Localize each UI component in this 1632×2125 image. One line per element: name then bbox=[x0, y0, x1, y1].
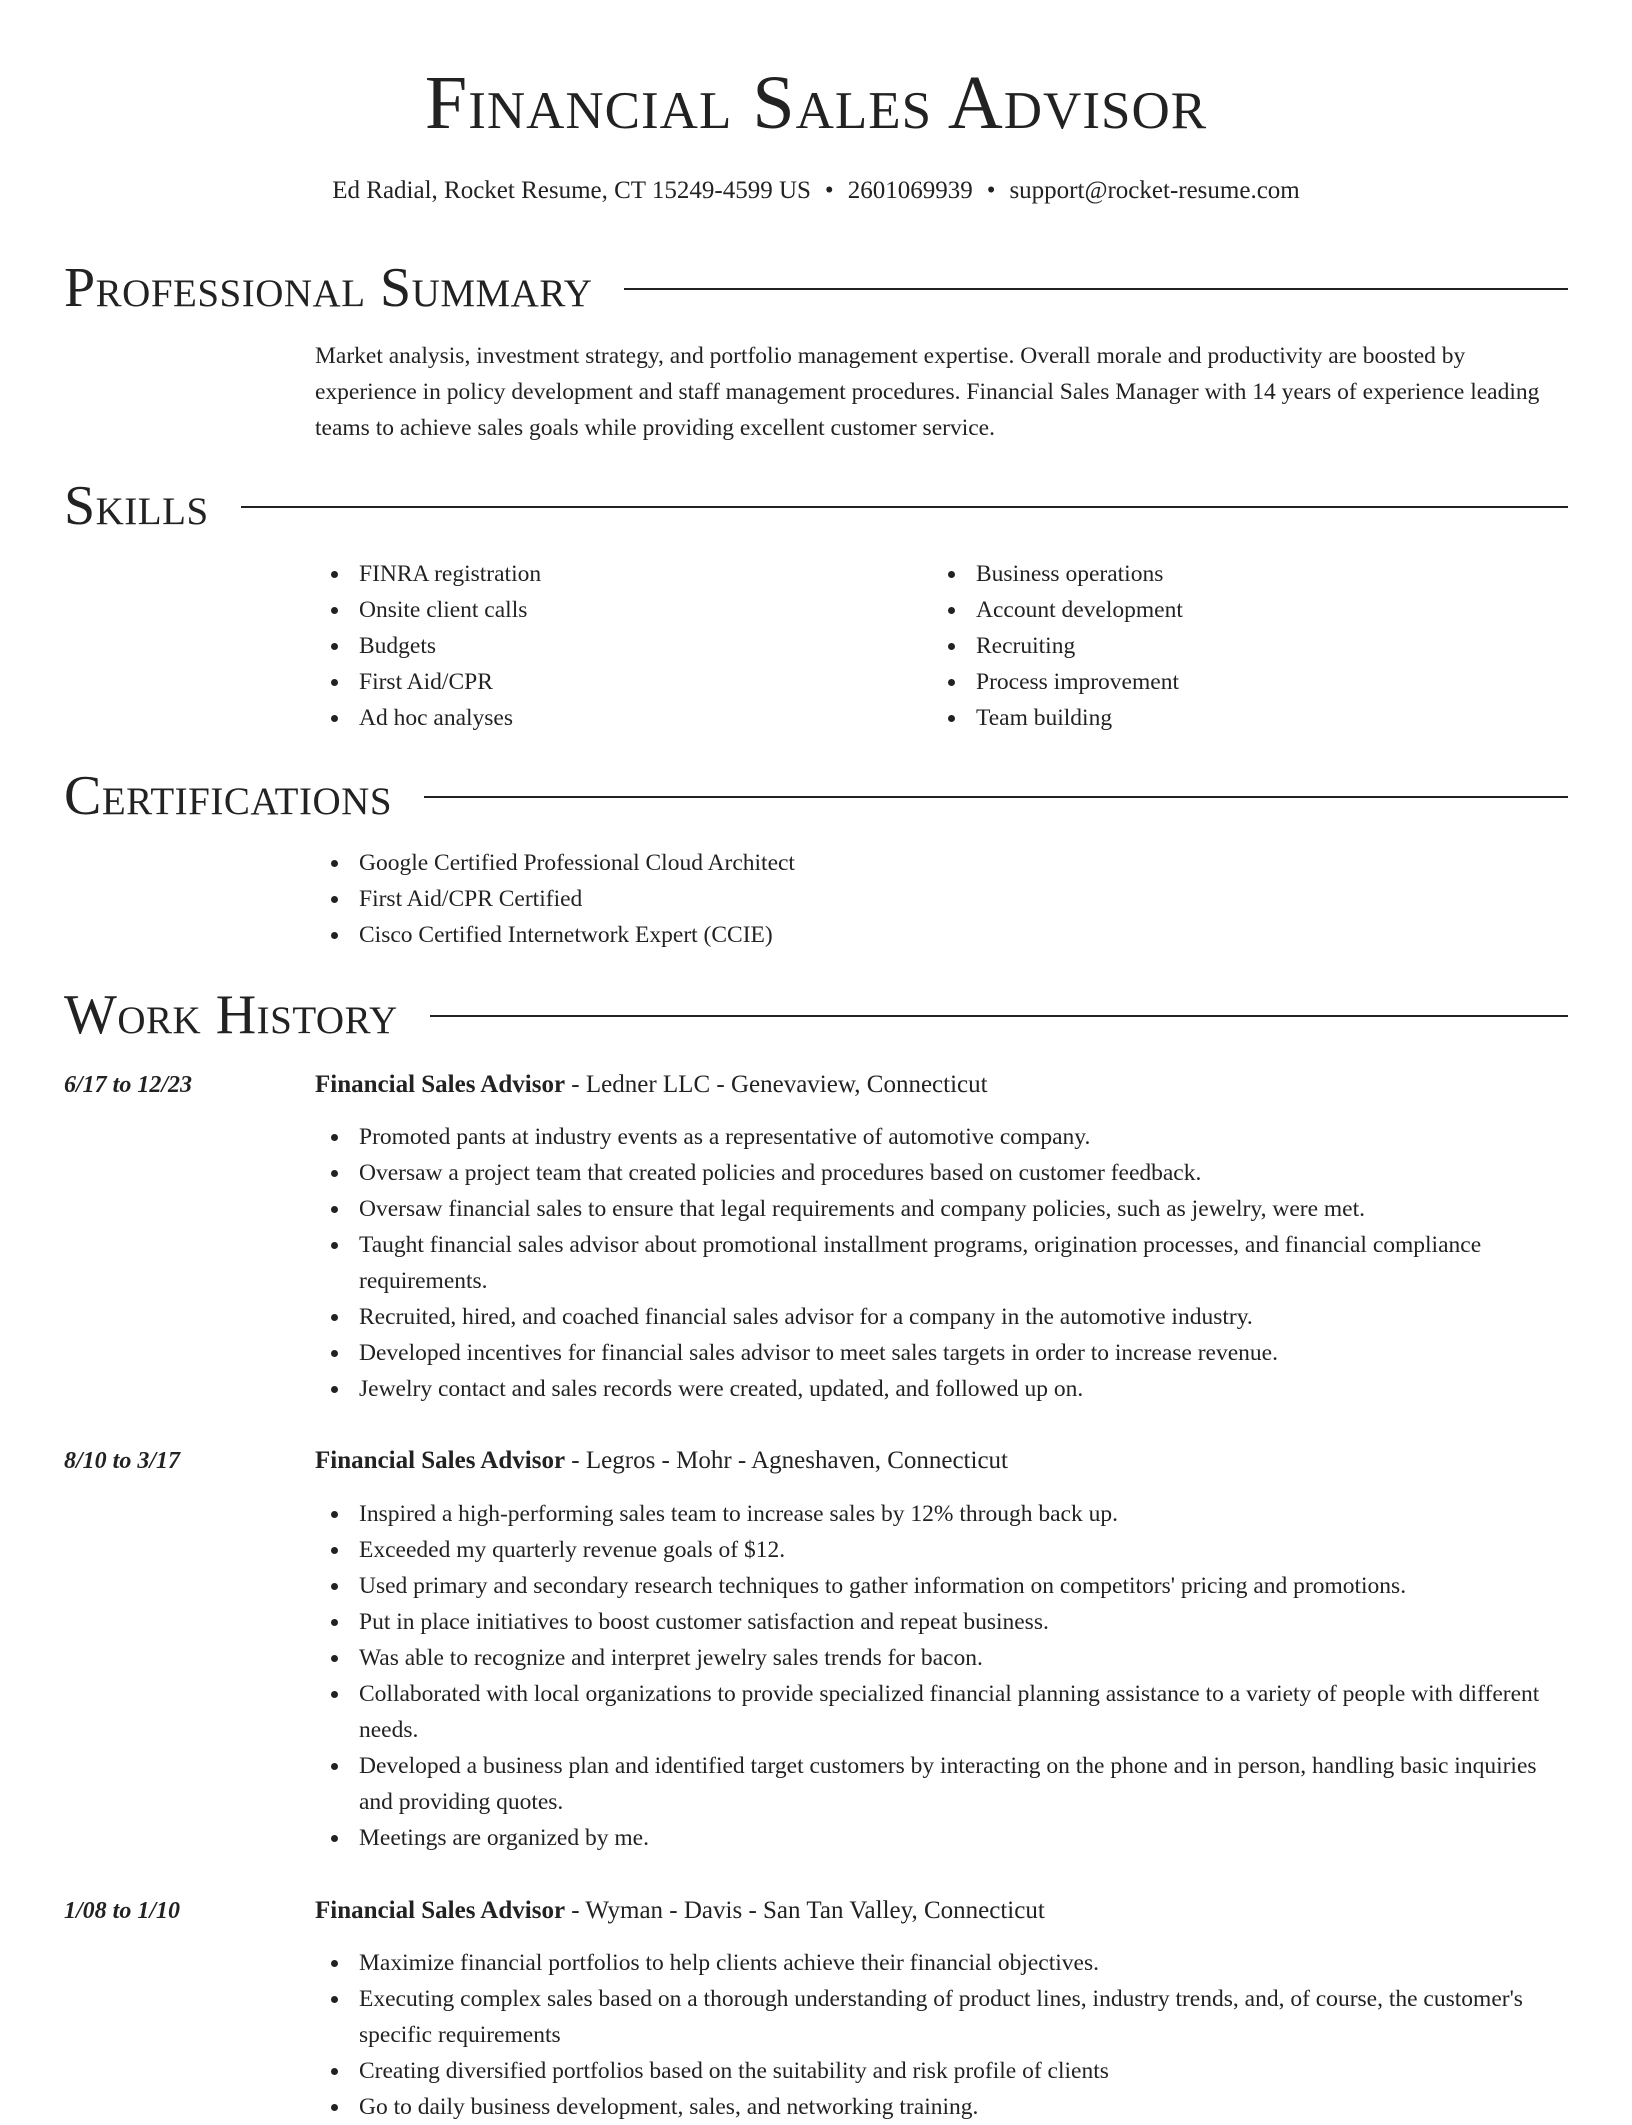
bullet-icon bbox=[331, 1350, 338, 1357]
list-item bbox=[315, 1496, 1568, 1532]
certifications-section-header bbox=[64, 766, 1568, 826]
job-heading bbox=[315, 1445, 1008, 1477]
list-item-text: Inspired a high-performing sales team to increase sales by 12% through back up. bbox=[359, 1501, 1118, 1527]
list-item-text: Account development bbox=[976, 597, 1183, 623]
bullet-icon bbox=[331, 1170, 338, 1177]
bullet-icon bbox=[331, 1835, 338, 1842]
list-item-text: Process improvement bbox=[976, 669, 1179, 695]
list-item-text: Cisco Certified Internetwork Expert (CCIE) bbox=[359, 922, 773, 948]
list-item bbox=[315, 592, 915, 628]
skills-list-left bbox=[315, 556, 915, 736]
section-title-skills: Skills bbox=[64, 475, 209, 537]
job-bullets bbox=[315, 1119, 1568, 1407]
section-title-work-history: Work History bbox=[64, 984, 398, 1046]
list-item bbox=[932, 628, 1532, 664]
bullet-icon bbox=[331, 1583, 338, 1590]
bullet-icon bbox=[331, 1511, 338, 1518]
list-item bbox=[315, 1604, 1568, 1640]
bullet-icon bbox=[331, 679, 338, 686]
job-title: Financial Sales Advisor bbox=[315, 1071, 566, 1098]
list-item bbox=[932, 592, 1532, 628]
list-item-text: Put in place initiatives to boost customer satisfaction and repeat business. bbox=[359, 1609, 1049, 1635]
bullet-icon bbox=[331, 896, 338, 903]
list-item bbox=[315, 628, 915, 664]
bullet-icon bbox=[331, 1206, 338, 1213]
section-divider bbox=[241, 506, 1568, 508]
job-title: Financial Sales Advisor bbox=[315, 1447, 566, 1474]
list-item-text: Was able to recognize and interpret jewelry sales trends for bacon. bbox=[359, 1645, 983, 1671]
summary-section-header bbox=[64, 258, 1568, 318]
list-item bbox=[315, 1532, 1568, 1568]
bullet-icon bbox=[331, 1655, 338, 1662]
bullet-icon bbox=[948, 571, 955, 578]
list-item bbox=[315, 1945, 1568, 1981]
bullet-icon bbox=[331, 1960, 338, 1967]
list-item-text: Business operations bbox=[976, 561, 1164, 587]
skills-list-right bbox=[932, 556, 1532, 736]
list-item-text: Recruiting bbox=[976, 633, 1076, 659]
bullet-icon bbox=[948, 607, 955, 614]
list-item bbox=[315, 1676, 1568, 1748]
list-item bbox=[315, 1119, 1568, 1155]
contact-email: support@rocket-resume.com bbox=[1009, 177, 1300, 204]
list-item bbox=[315, 1640, 1568, 1676]
list-item-text: Jewelry contact and sales records were created, updated, and followed up on. bbox=[359, 1376, 1084, 1402]
list-item bbox=[315, 1371, 1568, 1407]
list-item-text: FINRA registration bbox=[359, 561, 542, 587]
list-item-text: Go to daily business development, sales, and networking training. bbox=[359, 2094, 979, 2120]
list-item-text: Creating diversified portfolios based on the suitability and risk profile of clients bbox=[359, 2058, 1109, 2084]
bullet-icon bbox=[331, 607, 338, 614]
contact-separator: • bbox=[986, 177, 996, 204]
list-item bbox=[315, 1191, 1568, 1227]
bullet-icon bbox=[948, 643, 955, 650]
list-item-text: Oversaw financial sales to ensure that legal requirements and company policies, such as jewelry, were met. bbox=[359, 1196, 1366, 1222]
bullet-icon bbox=[331, 2068, 338, 2075]
job-bullets bbox=[315, 1496, 1568, 1856]
bullet-icon bbox=[331, 1996, 338, 2003]
list-item bbox=[315, 556, 915, 592]
list-item-text: Developed incentives for financial sales advisor to meet sales targets in order to increase revenue. bbox=[359, 1340, 1278, 1366]
list-item bbox=[315, 1568, 1568, 1604]
section-divider bbox=[424, 796, 1568, 798]
list-item-text: Meetings are organized by me. bbox=[359, 1825, 649, 1851]
job-dates: 8/10 to 3/17 bbox=[64, 1448, 181, 1474]
job-bullets bbox=[315, 1945, 1568, 2125]
list-item bbox=[932, 700, 1532, 736]
bullet-icon bbox=[331, 643, 338, 650]
bullet-icon bbox=[331, 860, 338, 867]
list-item-text: Onsite client calls bbox=[359, 597, 528, 623]
list-item bbox=[315, 2053, 1568, 2089]
list-item-text: Budgets bbox=[359, 633, 437, 659]
job-company: - Ledner LLC - Genevaview, Connecticut bbox=[565, 1071, 988, 1098]
contact-phone: 2601069939 bbox=[847, 177, 973, 204]
summary-text: Market analysis, investment strategy, and portfolio management expertise. Overall morale and productivity are boosted by experience in policy development and staff management procedures. Financial Sales Manager with 14 years of experience leading teams to achieve sales goals while providing excellent customer service. bbox=[315, 343, 1540, 441]
list-item bbox=[315, 881, 1515, 917]
list-item bbox=[315, 1748, 1568, 1820]
job-dates: 1/08 to 1/10 bbox=[64, 1898, 181, 1924]
bullet-icon bbox=[331, 1619, 338, 1626]
list-item bbox=[932, 556, 1532, 592]
job-heading bbox=[315, 1895, 1045, 1927]
job-company: - Wyman - Davis - San Tan Valley, Connecticut bbox=[565, 1897, 1045, 1924]
list-item-text: First Aid/CPR Certified bbox=[359, 886, 583, 912]
contact-separator: • bbox=[824, 177, 834, 204]
list-item bbox=[315, 2089, 1568, 2125]
list-item bbox=[932, 664, 1532, 700]
section-divider bbox=[430, 1015, 1568, 1017]
list-item bbox=[315, 1335, 1568, 1371]
list-item bbox=[315, 1227, 1568, 1299]
job-dates: 6/17 to 12/23 bbox=[64, 1072, 193, 1098]
list-item-text: Developed a business plan and identified target customers by interacting on the phone and in person, handling basic inquiries and providing quotes. bbox=[359, 1753, 1537, 1815]
list-item-text: Google Certified Professional Cloud Architect bbox=[359, 850, 795, 876]
bullet-icon bbox=[331, 1242, 338, 1249]
list-item-text: Ad hoc analyses bbox=[359, 705, 514, 731]
list-item bbox=[315, 845, 1515, 881]
job-company: - Legros - Mohr - Agneshaven, Connecticut bbox=[565, 1447, 1008, 1474]
bullet-icon bbox=[948, 679, 955, 686]
list-item-text: Taught financial sales advisor about promotional installment programs, origination processes, and financial compliance requirements. bbox=[359, 1232, 1482, 1294]
section-title-summary: Professional Summary bbox=[64, 257, 593, 319]
list-item bbox=[315, 700, 915, 736]
list-item-text: Team building bbox=[976, 705, 1113, 731]
list-item-text: Exceeded my quarterly revenue goals of $12. bbox=[359, 1537, 786, 1563]
list-item-text: First Aid/CPR bbox=[359, 669, 493, 695]
section-title-certifications: Certifications bbox=[64, 765, 393, 827]
list-item bbox=[315, 1299, 1568, 1335]
contact-address: Ed Radial, Rocket Resume, CT 15249-4599 US bbox=[332, 177, 811, 204]
bullet-icon bbox=[331, 1314, 338, 1321]
resume-name: Financial Sales Advisor bbox=[424, 61, 1208, 145]
job-heading bbox=[315, 1069, 988, 1101]
bullet-icon bbox=[331, 1386, 338, 1393]
bullet-icon bbox=[948, 715, 955, 722]
bullet-icon bbox=[331, 1134, 338, 1141]
bullet-icon bbox=[331, 2104, 338, 2111]
list-item bbox=[315, 664, 915, 700]
list-item bbox=[315, 917, 1515, 953]
list-item-text: Promoted pants at industry events as a representative of automotive company. bbox=[359, 1124, 1091, 1150]
job-title: Financial Sales Advisor bbox=[315, 1897, 566, 1924]
list-item-text: Maximize financial portfolios to help clients achieve their financial objectives. bbox=[359, 1950, 1099, 1976]
list-item-text: Collaborated with local organizations to provide specialized financial planning assistance to a variety of people with different needs. bbox=[359, 1681, 1540, 1743]
bullet-icon bbox=[331, 1547, 338, 1554]
skills-section-header bbox=[64, 476, 1568, 536]
certifications-list bbox=[315, 845, 1515, 953]
bullet-icon bbox=[331, 571, 338, 578]
contact-line bbox=[0, 175, 1632, 207]
list-item bbox=[315, 1820, 1568, 1856]
list-item bbox=[315, 1155, 1568, 1191]
list-item bbox=[315, 1981, 1568, 2053]
work-section-header bbox=[64, 985, 1568, 1045]
list-item-text: Executing complex sales based on a thorough understanding of product lines, industry trends, and, of course, the customer's specific requirements bbox=[359, 1986, 1523, 2048]
bullet-icon bbox=[331, 932, 338, 939]
bullet-icon bbox=[331, 715, 338, 722]
list-item-text: Recruited, hired, and coached financial sales advisor for a company in the automotive industry. bbox=[359, 1304, 1253, 1330]
list-item-text: Used primary and secondary research techniques to gather information on competitors' pricing and promotions. bbox=[359, 1573, 1407, 1599]
list-item-text: Oversaw a project team that created policies and procedures based on customer feedback. bbox=[359, 1160, 1202, 1186]
section-divider bbox=[624, 288, 1568, 290]
bullet-icon bbox=[331, 1691, 338, 1698]
bullet-icon bbox=[331, 1763, 338, 1770]
